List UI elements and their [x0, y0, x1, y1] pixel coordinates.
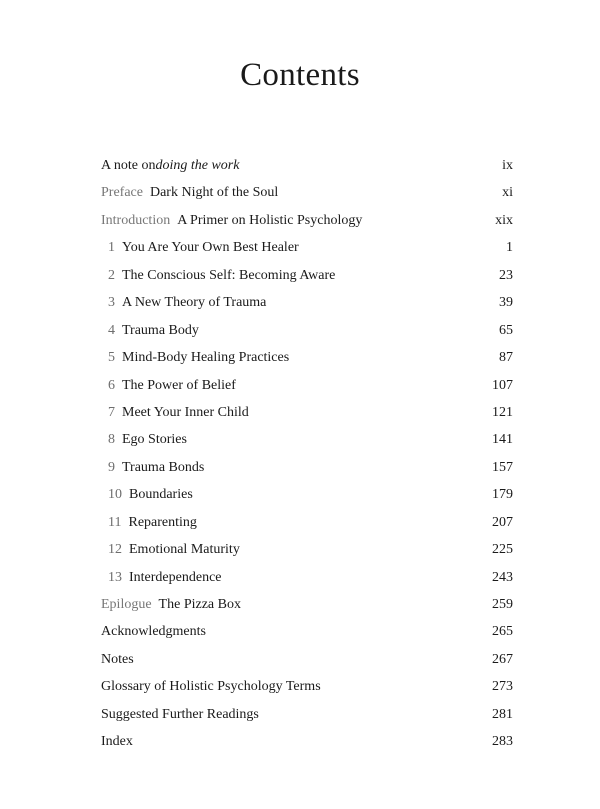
toc-entry-text: Acknowledgments — [101, 624, 206, 640]
toc-page-number: 281 — [492, 706, 513, 722]
toc-page-number: 179 — [492, 487, 513, 503]
toc-entry-text: A note on — [101, 158, 156, 173]
toc-entry-chapter-11[interactable] — [101, 509, 513, 536]
chapter-title: A New Theory of Trauma — [122, 295, 267, 311]
page-title: Contents — [240, 57, 360, 93]
chapter-title: Mind-Body Healing Practices — [122, 350, 290, 366]
chapter-number: 13 — [108, 569, 122, 585]
toc-page-number: 273 — [492, 679, 513, 695]
toc-entry-text: Index — [101, 734, 133, 750]
chapter-title: The Conscious Self: Becoming Aware — [122, 267, 336, 283]
toc-entry-notes[interactable] — [101, 646, 513, 673]
toc-entry-acknowledgments[interactable] — [101, 618, 513, 645]
chapter-title: Trauma Body — [122, 322, 199, 338]
chapter-number: 12 — [108, 542, 122, 558]
toc-entry-chapter-13[interactable] — [101, 564, 513, 591]
toc-entry-text: Dark Night of the Soul — [149, 185, 279, 201]
chapter-number: 4 — [108, 322, 115, 338]
chapter-title: Ego Stories — [122, 432, 187, 448]
toc-entry-chapter-9[interactable] — [101, 454, 513, 481]
toc-page-number: xix — [495, 212, 513, 228]
toc-entry-note[interactable] — [101, 152, 513, 179]
toc-entry-further-readings[interactable] — [101, 701, 513, 728]
toc-entry-chapter-7[interactable] — [101, 399, 513, 426]
toc-entry-emphasis: doing the work — [155, 158, 240, 173]
toc-page-number: 157 — [492, 459, 513, 475]
toc-page-number: 267 — [492, 651, 513, 667]
toc-entry-glossary[interactable] — [101, 673, 513, 700]
toc-entry-chapter-6[interactable] — [101, 372, 513, 399]
chapter-title: Interdependence — [129, 569, 222, 585]
toc-page-number: 65 — [499, 322, 513, 338]
chapter-number: 6 — [108, 377, 115, 393]
toc-entry-index[interactable] — [101, 728, 513, 755]
chapter-number: 9 — [108, 459, 115, 475]
toc-page-number: xi — [502, 185, 513, 201]
toc-section-label: Introduction — [101, 212, 171, 228]
chapter-number: 3 — [108, 295, 115, 311]
chapter-number: 7 — [108, 404, 115, 420]
toc-page-number: 265 — [492, 624, 513, 640]
toc-page-number: 283 — [492, 734, 513, 750]
chapter-title: Reparenting — [128, 514, 197, 530]
chapter-title: Emotional Maturity — [129, 542, 240, 558]
toc-page-number: 39 — [499, 295, 513, 311]
toc-entry-chapter-12[interactable] — [101, 536, 513, 563]
toc-page-number: 1 — [506, 240, 513, 256]
toc-page-number: 207 — [492, 514, 513, 530]
chapter-title: Boundaries — [129, 487, 193, 503]
toc-section-label: Epilogue — [101, 597, 152, 612]
toc-entry-text: Glossary of Holistic Psychology Terms — [101, 679, 321, 695]
table-of-contents — [101, 152, 513, 756]
toc-entry-chapter-3[interactable] — [101, 289, 513, 316]
toc-entry-chapter-5[interactable] — [101, 344, 513, 371]
toc-entry-chapter-8[interactable] — [101, 426, 513, 453]
toc-page-number: 225 — [492, 542, 513, 558]
chapter-number: 5 — [108, 350, 115, 366]
toc-page-number: 107 — [492, 377, 513, 393]
chapter-number: 11 — [108, 514, 122, 530]
chapter-title: Meet Your Inner Child — [122, 404, 249, 420]
toc-entry-chapter-10[interactable] — [101, 481, 513, 508]
toc-page-number: 87 — [499, 350, 513, 366]
toc-entry-epilogue[interactable] — [101, 591, 513, 618]
chapter-number: 8 — [108, 432, 115, 448]
toc-entry-text: A Primer on Holistic Psychology — [177, 212, 363, 228]
toc-page-number: 243 — [492, 569, 513, 585]
toc-entry-text: Notes — [101, 651, 134, 667]
toc-entry-preface[interactable] — [101, 179, 513, 206]
toc-page-number: 23 — [499, 267, 513, 283]
chapter-number: 2 — [108, 267, 115, 283]
chapter-number: 1 — [108, 240, 115, 256]
toc-section-label: Preface — [101, 185, 143, 201]
toc-entry-chapter-2[interactable] — [101, 262, 513, 289]
toc-entry-chapter-1[interactable] — [101, 234, 513, 261]
toc-page-number: 121 — [492, 404, 513, 420]
toc-entry-text: Suggested Further Readings — [101, 706, 259, 722]
chapter-title: Trauma Bonds — [122, 459, 205, 475]
toc-page-number: 259 — [492, 597, 513, 612]
chapter-title: The Power of Belief — [122, 377, 236, 393]
toc-page-number: ix — [502, 158, 513, 173]
toc-entry-text: The Pizza Box — [158, 597, 241, 612]
toc-entry-introduction[interactable] — [101, 207, 513, 234]
toc-entry-chapter-4[interactable] — [101, 317, 513, 344]
chapter-title: You Are Your Own Best Healer — [122, 240, 299, 256]
chapter-number: 10 — [108, 487, 122, 503]
toc-page-number: 141 — [492, 432, 513, 448]
